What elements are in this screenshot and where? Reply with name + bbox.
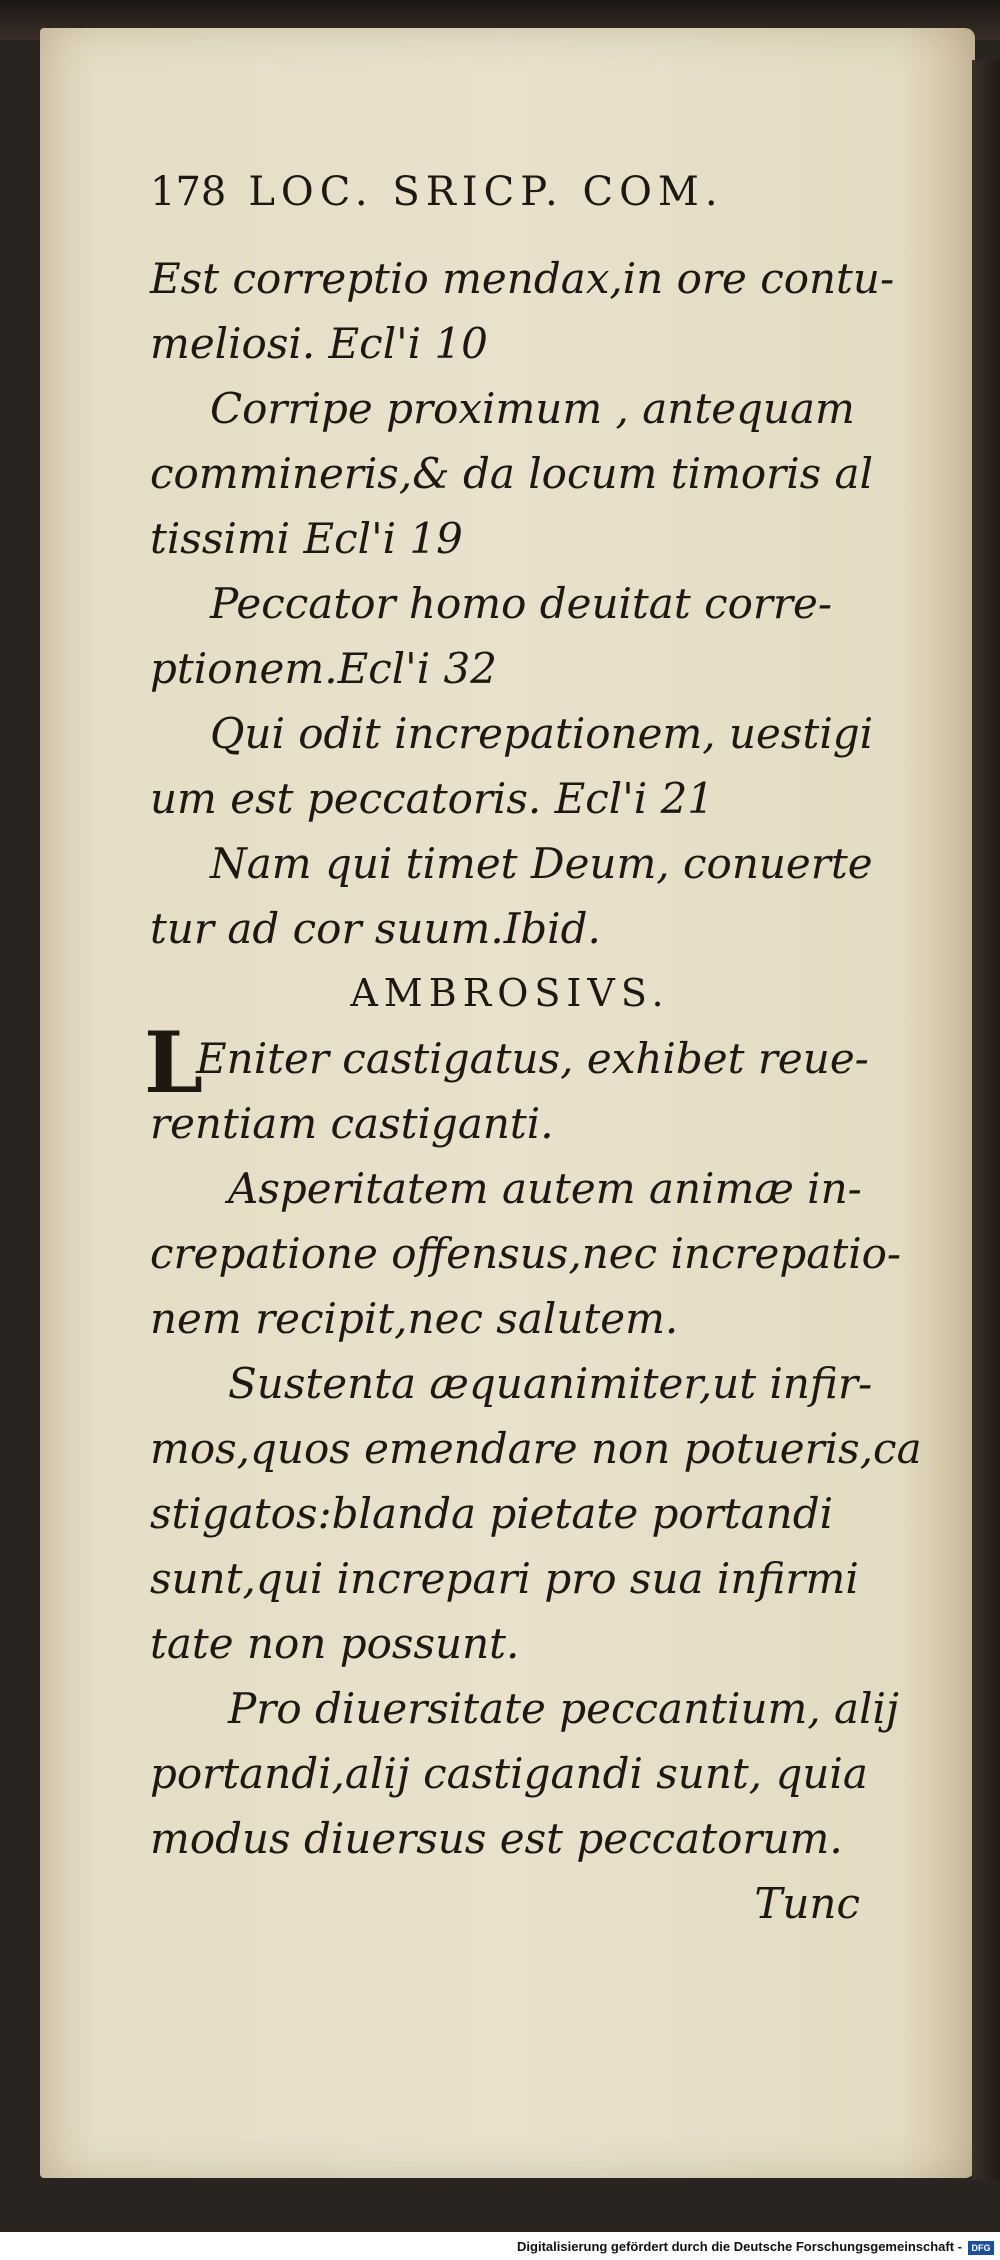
text-line: commineris,& da locum timoris al xyxy=(150,449,874,498)
text-line: Peccator homo deuitat corre- xyxy=(210,579,833,628)
page-number: 178 xyxy=(150,169,227,215)
running-title: LOC. SRICP. COM. xyxy=(248,169,724,215)
text-line: tate non possunt. xyxy=(150,1619,520,1668)
text-line: mos,quos emendare non potueris,ca xyxy=(150,1424,922,1473)
text-line: nem recipit,nec salutem. xyxy=(150,1294,679,1343)
text-line: tur ad cor suum.Ibid. xyxy=(150,904,601,953)
page-edge-shadow xyxy=(972,60,1000,2180)
text-line xyxy=(144,1013,910,1112)
text-line: Asperitatem autem animæ in- xyxy=(228,1164,862,1213)
running-head xyxy=(150,160,910,246)
text-line: modus diuersus est peccatorum. xyxy=(150,1814,843,1863)
drop-capital: L xyxy=(144,1013,204,1112)
text-line: Qui odit increpationem, uestigi xyxy=(210,709,874,758)
text-line: Corripe proximum , antequam xyxy=(210,384,855,433)
dfg-logo-icon: DFG xyxy=(968,2241,994,2255)
text-line: Pro diuersitate peccantium, alij xyxy=(228,1684,899,1733)
text-line: crepatione offensus,nec increpatio- xyxy=(150,1229,902,1278)
page-text xyxy=(144,160,922,1936)
text-line: rentiam castiganti. xyxy=(150,1099,554,1148)
text-line: portandi,alij castigandi sunt, quia xyxy=(150,1749,868,1798)
text-line: sunt,qui increpari pro sua infirmi xyxy=(150,1554,859,1603)
text-line: tissimi Ecl'i 19 xyxy=(150,514,463,563)
text-line: stigatos:blanda pietate portandi xyxy=(150,1489,834,1538)
section-title: AMBROSIVS. xyxy=(350,971,670,1015)
text-line: Est correptio mendax,in ore contu- xyxy=(150,254,895,303)
catchword: Tunc xyxy=(754,1879,860,1928)
text-line: um est peccatoris. Ecl'i 21 xyxy=(150,774,715,823)
digitization-credit: Digitalisierung gefördert durch die Deutsche Forschungsgemeinschaft - xyxy=(517,2239,962,2254)
text-line: Nam qui timet Deum, conuerte xyxy=(210,839,873,888)
footer-bar xyxy=(0,2232,1000,2260)
text-line: Sustenta æquanimiter,ut infir- xyxy=(228,1359,873,1408)
text-line: ptionem.Ecl'i 32 xyxy=(150,644,497,693)
first-line-text: Eniter castigatus, exhibet reue- xyxy=(196,1034,869,1083)
text-line: meliosi. Ecl'i 10 xyxy=(150,319,488,368)
